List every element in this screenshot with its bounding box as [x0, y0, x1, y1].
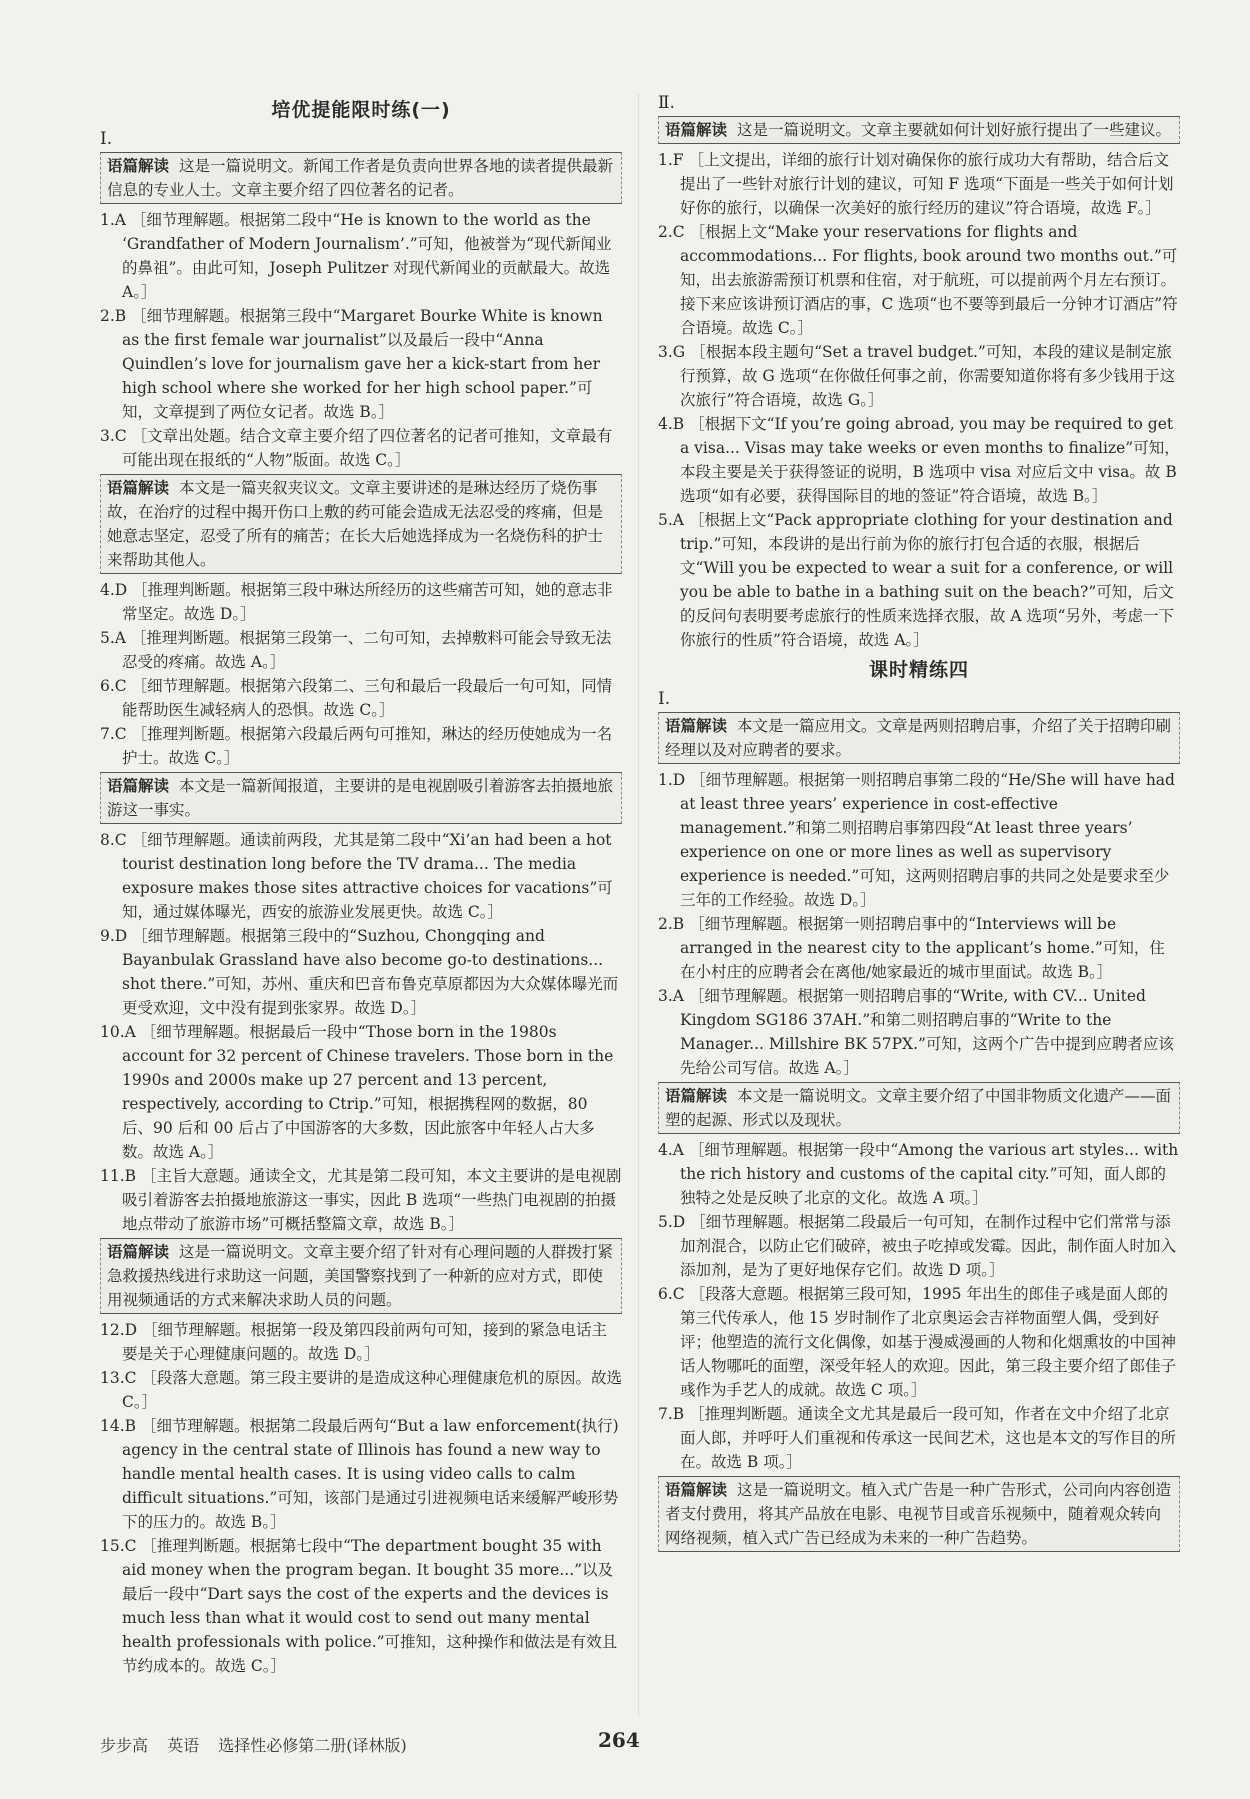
answer-item: 3.C ［文章出处题。结合文章主要介绍了四位著名的记者可推知，文章最有可能出现在报纸的“人物”版面。故选 C。］ [100, 427, 613, 469]
footer-book: 选择性必修第二册(译林版) [218, 1736, 407, 1755]
passage-summary: 本文是一篇夹叙夹议文。文章主要讲述的是琳达经历了烧伤事故，在治疗的过程中揭开伤口上敷的药可能会造成无法忍受的疼痛，但是她意志坚定，忍受了所有的痛苦；在长大后她选择成为一名烧伤科的护士来帮助其他人。 [107, 479, 604, 569]
box-label: 语篇解读 [665, 1481, 728, 1499]
box-label: 语篇解读 [665, 121, 728, 139]
section-title: 培优提能限时练(一) [271, 99, 451, 121]
passage-summary-box [658, 712, 1180, 764]
answer-item: 6.C ［段落大意题。根据第三段可知，1995 年出生的郎佳子彧是面人郎的第三代传承人，他 15 岁时制作了北京奥运会吉祥物面塑人偶，受到好评；他塑造的流行文化偶像，如基于漫威漫画的人物和化烟熏妆的中国神话人物哪吒的面塑，深受年轻人的欢迎。因此，第三段主要介绍了郎佳子彧作为手艺人的成就。故选 C 项。］ [658, 1285, 1177, 1399]
box-label: 语篇解读 [665, 1087, 728, 1105]
page-footer [100, 1733, 421, 1756]
answer-item: 11.B ［主旨大意题。通读全文，尤其是第二段可知，本文主要讲的是电视剧吸引着游客去拍摄地旅游这一事实，因此 B 选项“一些热门电视剧的拍摄地点带动了旅游市场”可概括整篇文章，故选 B。］ [100, 1167, 622, 1233]
box-label: 语篇解读 [107, 479, 170, 497]
answer-item: 4.B ［根据下文“If you’re going abroad, you may be required to get a visa... Visas may take weeks or even months to finalize”可知，本段主要是关于获得签证的说明，B 选项中 visa 对应后文中 visa。故 B 选项“如有必要，获得国际目的地的签证”符合语境，故选 B。］ [658, 415, 1180, 505]
passage-summary: 这是一篇说明文。植入式广告是一种广告形式，公司向内容创造者支付费用，将其产品放在电影、电视节目或音乐视频中，随着观众转向网络视频，植入式广告已经成为未来的一种广告趋势。 [665, 1481, 1172, 1547]
box-label: 语篇解读 [665, 717, 728, 735]
footer-brand: 步步高 [100, 1736, 149, 1755]
answer-item: 4.D ［推理判断题。根据第三段中琳达所经历的这些痛苦可知，她的意志非常坚定。故选 D。］ [100, 581, 613, 623]
box-label: 语篇解读 [107, 1243, 170, 1261]
answer-item: 7.B ［推理判断题。通读全文尤其是最后一段可知，作者在文中介绍了北京面人郎，并呼吁人们重视和传承这一民间艺术，这也是本文的写作目的所在。故选 B 项。］ [658, 1405, 1177, 1471]
box-label: 语篇解读 [107, 777, 170, 795]
passage-summary: 本文是一篇应用文。文章是两则招聘启事，介绍了关于招聘印刷经理以及对应聘者的要求。 [665, 717, 1172, 759]
answer-item: 6.C ［细节理解题。根据第六段第二、三句和最后一段最后一句可知，同情能帮助医生减轻病人的恐惧。故选 C。］ [100, 677, 613, 719]
section-title: 课时精练四 [868, 659, 969, 681]
passage-summary-box [658, 1476, 1180, 1552]
answer-item: 10.A ［细节理解题。根据最后一段中“Those born in the 1980s account for 32 percent of Chinese travelers. Those born in the 1990s and 2000s make up 27 percent and 13 percent, respectively, according to Ctrip.”可知，根据携程网的数据，80 后、90 后和 00 后占了中国游客的大多数，因此旅客中年轻人占大多数。故选 A。］ [100, 1023, 614, 1161]
footer-subject: 英语 [167, 1736, 200, 1755]
answer-item: 3.G ［根据本段主题句“Set a travel budget.”可知，本段的建议是制定旅行预算，故 G 选项“在你做任何事之前，你需要知道你将有多少钱用于这次旅行”符合语境，故选 G。］ [658, 343, 1176, 409]
passage-summary-box [658, 1082, 1180, 1134]
answer-item: 8.C ［细节理解题。通读前两段，尤其是第二段中“Xi’an had been a hot tourist destination long before the TV drama... The media exposure makes those sites attractive choices for vacations”可知，通过媒体曝光，西安的旅游业发展更快。故选 C。］ [100, 831, 613, 921]
answer-item: 5.D ［细节理解题。根据第二段最后一句可知，在制作过程中它们常常与添加剂混合，以防止它们破碎，被虫子吃掉或发霉。因此，制作面人时加入添加剂，是为了更好地保存它们。故选 D 项。］ [658, 1213, 1177, 1279]
answer-item: 2.B ［细节理解题。根据第一则招聘启事中的“Interviews will be arranged in the nearest city to the applicant’s home.”可知，住在小村庄的应聘者会在离他/她家最近的城市里面试。故选 B。］ [658, 915, 1165, 981]
answer-item: 14.B ［细节理解题。根据第二段最后两句“But a law enforcement(执行) agency in the central state of Illinois has found a new way to handle mental health cases. It is using video calls to calm difficult situations.”可知，该部门是通过引进视频电话来缓解严峻形势下的压力的。故选 B。］ [100, 1417, 619, 1531]
passage-summary: 本文是一篇新闻报道，主要讲的是电视剧吸引着游客去拍摄地旅游这一事实。 [107, 777, 614, 819]
answer-item: 3.A ［细节理解题。根据第一则招聘启事的“Write, with CV... United Kingdom SG186 37AH.”和第二则招聘启事的“Write to the Manager... Millshire BK 57PX.”可知，这两个广告中提到应聘者应该先给公司写信。故选 A。］ [658, 987, 1174, 1077]
part-marker: Ⅰ. [100, 129, 113, 149]
box-label: 语篇解读 [107, 157, 170, 175]
answer-item: 4.A ［细节理解题。根据第一段中“Among the various art styles... with the rich history and customs of the capital city.”可知，面人郎的独特之处是反映了北京的文化。故选 A 项。］ [658, 1141, 1179, 1207]
left-column [100, 92, 622, 1678]
answer-item: 1.D ［细节理解题。根据第一则招聘启事第二段的“He/She will have had at least three years’ experience in cost-effective management.”和第二则招聘启事第四段“At least three years’ experience on one or more lines as well as supervisory experience is needed.”可知，这两则招聘启事的共同之处是要求至少三年的工作经验。故选 D。］ [658, 771, 1175, 909]
passage-summary-box [658, 116, 1180, 144]
passage-summary-box [100, 1238, 622, 1314]
answer-item: 7.C ［推理判断题。根据第六段最后两句可推知，琳达的经历使她成为一名护士。故选 C。］ [100, 725, 613, 767]
answer-item: 1.A ［细节理解题。根据第二段中“He is known to the world as the ‘Grandfather of Modern Journalism’.”可知，他被誉为“现代新闻业的鼻祖”。由此可知，Joseph Pulitzer 对现代新闻业的贡献最大。故选 A。］ [100, 211, 612, 301]
passage-summary-box [100, 474, 622, 574]
passage-summary: 这是一篇说明文。文章主要介绍了针对有心理问题的人群拨打紧急救援热线进行求助这一问题，美国警察找到了一种新的应对方式，即使用视频通话的方式来解决求助人员的问题。 [107, 1243, 614, 1309]
answer-item: 2.B ［细节理解题。根据第三段中“Margaret Bourke White is known as the first female war journalist”以及最后一段中“Anna Quindlen’s love for journalism gave her a kick-start from her high school where she worked for her high school paper.”可知，文章提到了两位女记者。故选 B。］ [100, 307, 603, 421]
answer-item: 15.C ［推理判断题。根据第七段中“The department bought 35 with aid money when the program began. It bought 35 more...”以及最后一段中“Dart says the cost of the experts and the devices is much less than what it would cost to send out many mental health professionals with police.”可推知，这种操作和做法是有效且节约成本的。故选 C。］ [100, 1537, 618, 1675]
page-number: 264 [598, 1728, 640, 1752]
answer-item: 5.A ［推理判断题。根据第三段第一、二句可知，去掉敷料可能会导致无法忍受的疼痛。故选 A。］ [100, 629, 612, 671]
answer-item: 5.A ［根据上文“Pack appropriate clothing for your destination and trip.”可知，本段讲的是出行前为你的旅行打包合适的衣服，根据后文“Will you be expected to wear a suit for a conference, or will you be able to bathe in a bathing suit on the beach?”可知，后文的反问句表明要考虑旅行的性质来选择衣服，故 A 选项“另外，考虑一下你旅行的性质”符合语境，故选 A。］ [658, 511, 1174, 649]
passage-summary: 本文是一篇说明文。文章主要介绍了中国非物质文化遗产——面塑的起源、形式以及现状。 [665, 1087, 1172, 1129]
column-divider [638, 95, 639, 1715]
right-column [658, 92, 1180, 1556]
answer-item: 12.D ［细节理解题。根据第一段及第四段前两句可知，接到的紧急电话主要是关于心理健康问题的。故选 D。］ [100, 1321, 608, 1363]
passage-summary: 这是一篇说明文。新闻工作者是负责向世界各地的读者提供最新信息的专业人士。文章主要介绍了四位著名的记者。 [107, 157, 614, 199]
passage-summary-box [100, 152, 622, 204]
passage-summary: 这是一篇说明文。文章主要就如何计划好旅行提出了一些建议。 [737, 121, 1172, 139]
passage-summary-box [100, 772, 622, 824]
part-marker: Ⅱ. [658, 93, 675, 113]
answer-item: 13.C ［段落大意题。第三段主要讲的是造成这种心理健康危机的原因。故选 C。］ [100, 1369, 622, 1411]
answer-item: 9.D ［细节理解题。根据第三段中的“Suzhou, Chongqing and Bayanbulak Grassland have also become go-to destinations... shot there.”可知，苏州、重庆和巴音布鲁克草原都因为大众媒体曝光而更受欢迎，文中没有提到张家界。故选 D。］ [100, 927, 619, 1017]
part-marker: Ⅰ. [658, 689, 671, 709]
answer-item: 2.C ［根据上文“Make your reservations for flights and accommodations... For flights, book around two months out.”可知，出去旅游需预订机票和住宿，对于航班，可以提前两个月左右预订。接下来应该讲预订酒店的事，C 选项“也不要等到最后一分钟才订酒店”符合语境。故选 C。］ [658, 223, 1178, 337]
answer-item: 1.F ［上文提出，详细的旅行计划对确保你的旅行成功大有帮助，结合后文提出了一些针对旅行计划的建议，可知 F 选项“下面是一些关于如何计划好你的旅行，以确保一次美好的旅行经历的建议”符合语境，故选 F。］ [658, 151, 1174, 217]
